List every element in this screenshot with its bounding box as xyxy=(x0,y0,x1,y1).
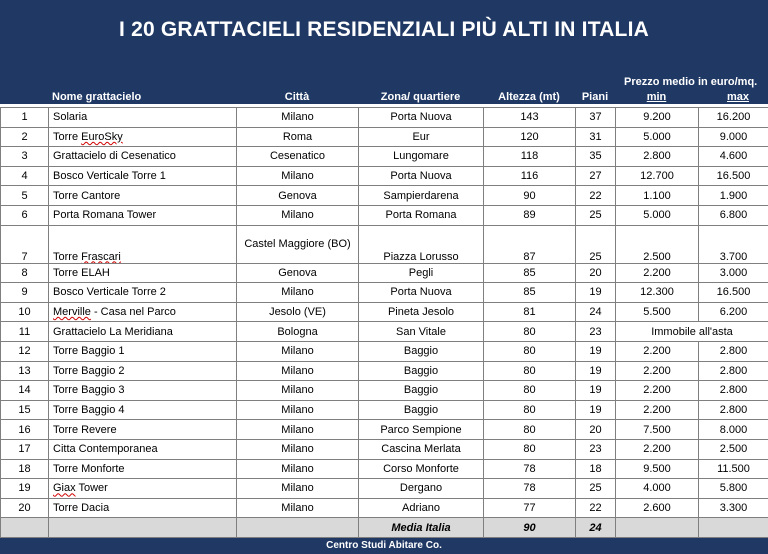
skyscraper-name: Torre Frascari xyxy=(49,225,237,263)
zone-cell: Eur xyxy=(359,127,484,147)
table-row xyxy=(1,186,768,206)
floors-cell: 37 xyxy=(576,108,616,128)
price-min-cell: 2.200 xyxy=(616,341,699,361)
table-row xyxy=(1,283,768,303)
price-min-cell: 2.200 xyxy=(616,400,699,420)
table-row xyxy=(1,498,768,518)
price-min-cell: 2.200 xyxy=(616,381,699,401)
city-cell: Milano xyxy=(237,166,359,186)
floors-cell: 24 xyxy=(576,302,616,322)
skyscraper-name: Torre Baggio 4 xyxy=(49,400,237,420)
row-number: 1 xyxy=(1,108,49,128)
table-row xyxy=(1,205,768,225)
floors-cell: 25 xyxy=(576,479,616,499)
price-max-cell: 3.000 xyxy=(699,263,768,283)
table-row xyxy=(1,479,768,499)
floors-cell: 25 xyxy=(576,205,616,225)
skyscraper-name: Grattacielo La Meridiana xyxy=(49,322,237,342)
price-max-cell: 1.900 xyxy=(699,186,768,206)
skyscraper-name: Torre ELAH xyxy=(49,263,237,283)
header-height: Altezza (mt) xyxy=(498,91,560,103)
height-cell: 80 xyxy=(484,322,576,342)
table-row xyxy=(1,381,768,401)
height-cell: 120 xyxy=(484,127,576,147)
price-min-cell: 1.100 xyxy=(616,186,699,206)
skyscraper-name: Torre Baggio 3 xyxy=(49,381,237,401)
skyscraper-name: Giax Tower xyxy=(49,479,237,499)
price-max-cell: 8.000 xyxy=(699,420,768,440)
city-cell: Milano xyxy=(237,439,359,459)
floors-cell: 19 xyxy=(576,400,616,420)
height-cell: 80 xyxy=(484,381,576,401)
row-number: 6 xyxy=(1,205,49,225)
average-label: Media Italia xyxy=(359,518,484,538)
height-cell: 78 xyxy=(484,459,576,479)
price-max-cell: 16.500 xyxy=(699,283,768,303)
price-max-cell: 5.800 xyxy=(699,479,768,499)
skyscraper-name: Grattacielo di Cesenatico xyxy=(49,147,237,167)
table-row xyxy=(1,341,768,361)
skyscraper-name: Torre Baggio 2 xyxy=(49,361,237,381)
average-floors: 24 xyxy=(576,518,616,538)
price-min-cell: 2.200 xyxy=(616,439,699,459)
row-number: 7 xyxy=(1,225,49,263)
price-min-cell: 2.200 xyxy=(616,263,699,283)
floors-cell: 19 xyxy=(576,341,616,361)
header-floors: Piani xyxy=(581,91,609,103)
height-cell: 116 xyxy=(484,166,576,186)
row-number: 5 xyxy=(1,186,49,206)
height-cell: 143 xyxy=(484,108,576,128)
height-cell: 89 xyxy=(484,205,576,225)
average-row xyxy=(1,518,768,538)
zone-cell: Cascina Merlata xyxy=(359,439,484,459)
city-cell: Milano xyxy=(237,420,359,440)
city-cell: Milano xyxy=(237,479,359,499)
floors-cell: 25 xyxy=(576,225,616,263)
price-max-cell: 16.200 xyxy=(699,108,768,128)
height-cell: 85 xyxy=(484,263,576,283)
floors-cell: 20 xyxy=(576,263,616,283)
city-cell: Milano xyxy=(237,361,359,381)
price-min-cell: 5.000 xyxy=(616,127,699,147)
floors-cell: 19 xyxy=(576,283,616,303)
zone-cell: Porta Nuova xyxy=(359,166,484,186)
average-height: 90 xyxy=(484,518,576,538)
price-min-cell: 7.500 xyxy=(616,420,699,440)
price-min-cell: 2.500 xyxy=(616,225,699,263)
header-banner xyxy=(0,0,768,104)
city-cell: Genova xyxy=(237,263,359,283)
header-min: min xyxy=(646,91,667,103)
zone-cell: Baggio xyxy=(359,381,484,401)
zone-cell: Lungomare xyxy=(359,147,484,167)
price-max-cell: 3.300 xyxy=(699,498,768,518)
zone-cell: Corso Monforte xyxy=(359,459,484,479)
city-cell: Milano xyxy=(237,381,359,401)
floors-cell: 19 xyxy=(576,361,616,381)
city-cell: Jesolo (VE) xyxy=(237,302,359,322)
price-max-cell: 2.800 xyxy=(699,361,768,381)
table-row xyxy=(1,302,768,322)
zone-cell: Pegli xyxy=(359,263,484,283)
zone-cell: Sampierdarena xyxy=(359,186,484,206)
height-cell: 118 xyxy=(484,147,576,167)
avg-blank xyxy=(699,518,768,538)
city-cell: Cesenatico xyxy=(237,147,359,167)
table-row xyxy=(1,361,768,381)
city-cell: Milano xyxy=(237,400,359,420)
price-max-cell: 6.800 xyxy=(699,205,768,225)
price-min-cell: 2.800 xyxy=(616,147,699,167)
row-number: 11 xyxy=(1,322,49,342)
row-number: 9 xyxy=(1,283,49,303)
city-cell: Bologna xyxy=(237,322,359,342)
height-cell: 80 xyxy=(484,361,576,381)
price-min-cell: 4.000 xyxy=(616,479,699,499)
price-min-cell: 5.000 xyxy=(616,205,699,225)
table-row xyxy=(1,108,768,128)
height-cell: 77 xyxy=(484,498,576,518)
zone-cell: Piazza Lorusso xyxy=(359,225,484,263)
floors-cell: 19 xyxy=(576,381,616,401)
row-number: 18 xyxy=(1,459,49,479)
skyscraper-name: Torre EuroSky xyxy=(49,127,237,147)
price-min-cell: 2.200 xyxy=(616,361,699,381)
row-number: 12 xyxy=(1,341,49,361)
price-min-cell: 12.300 xyxy=(616,283,699,303)
header-zone: Zona/ quartiere xyxy=(380,91,461,103)
height-cell: 80 xyxy=(484,420,576,440)
table-row xyxy=(1,166,768,186)
price-max-cell: 2.800 xyxy=(699,400,768,420)
price-max-cell: 2.500 xyxy=(699,439,768,459)
skyscraper-name: Torre Revere xyxy=(49,420,237,440)
row-number: 14 xyxy=(1,381,49,401)
row-number: 15 xyxy=(1,400,49,420)
skyscraper-name: Solaria xyxy=(49,108,237,128)
zone-cell: San Vitale xyxy=(359,322,484,342)
row-number: 4 xyxy=(1,166,49,186)
price-note-cell: Immobile all'asta xyxy=(616,322,768,342)
floors-cell: 22 xyxy=(576,186,616,206)
height-cell: 80 xyxy=(484,341,576,361)
price-min-cell: 9.500 xyxy=(616,459,699,479)
row-number: 10 xyxy=(1,302,49,322)
height-cell: 90 xyxy=(484,186,576,206)
avg-blank xyxy=(49,518,237,538)
skyscraper-name: Merville - Casa nel Parco xyxy=(49,302,237,322)
row-number: 17 xyxy=(1,439,49,459)
skyscraper-name: Porta Romana Tower xyxy=(49,205,237,225)
header-name: Nome grattacielo xyxy=(52,91,142,103)
zone-cell: Baggio xyxy=(359,341,484,361)
row-number: 13 xyxy=(1,361,49,381)
table-row xyxy=(1,225,768,263)
header-city: Città xyxy=(284,91,310,103)
skyscraper-name: Torre Dacia xyxy=(49,498,237,518)
skyscraper-name: Torre Cantore xyxy=(49,186,237,206)
avg-blank xyxy=(616,518,699,538)
city-cell: Milano xyxy=(237,283,359,303)
table-row xyxy=(1,127,768,147)
height-cell: 81 xyxy=(484,302,576,322)
price-max-cell: 4.600 xyxy=(699,147,768,167)
zone-cell: Pineta Jesolo xyxy=(359,302,484,322)
skyscraper-name: Torre Monforte xyxy=(49,459,237,479)
city-cell: Milano xyxy=(237,498,359,518)
avg-blank xyxy=(237,518,359,538)
row-number: 19 xyxy=(1,479,49,499)
header-price: Prezzo medio in euro/mq. xyxy=(624,76,758,88)
page-title: I 20 GRATTACIELI RESIDENZIALI PIÙ ALTI IN ITALIA xyxy=(119,18,649,41)
price-min-cell: 12.700 xyxy=(616,166,699,186)
price-min-cell: 5.500 xyxy=(616,302,699,322)
row-number: 3 xyxy=(1,147,49,167)
row-number: 2 xyxy=(1,127,49,147)
price-max-cell: 3.700 xyxy=(699,225,768,263)
price-max-cell: 9.000 xyxy=(699,127,768,147)
zone-cell: Baggio xyxy=(359,361,484,381)
floors-cell: 35 xyxy=(576,147,616,167)
city-cell: Genova xyxy=(237,186,359,206)
height-cell: 87 xyxy=(484,225,576,263)
height-cell: 78 xyxy=(484,479,576,499)
city-cell: Milano xyxy=(237,205,359,225)
zone-cell: Parco Sempione xyxy=(359,420,484,440)
footer-credit: Centro Studi Abitare Co. xyxy=(0,538,768,554)
floors-cell: 31 xyxy=(576,127,616,147)
price-max-cell: 2.800 xyxy=(699,341,768,361)
zone-cell: Porta Nuova xyxy=(359,108,484,128)
height-cell: 80 xyxy=(484,400,576,420)
skyscraper-name: Torre Baggio 1 xyxy=(49,341,237,361)
table-row xyxy=(1,147,768,167)
zone-cell: Porta Romana xyxy=(359,205,484,225)
floors-cell: 18 xyxy=(576,459,616,479)
city-cell: Milano xyxy=(237,341,359,361)
header-max: max xyxy=(726,91,750,103)
floors-cell: 23 xyxy=(576,322,616,342)
table-row xyxy=(1,322,768,342)
skyscraper-name: Bosco Verticale Torre 1 xyxy=(49,166,237,186)
price-min-cell: 2.600 xyxy=(616,498,699,518)
price-max-cell: 16.500 xyxy=(699,166,768,186)
table-row xyxy=(1,420,768,440)
floors-cell: 20 xyxy=(576,420,616,440)
zone-cell: Adriano xyxy=(359,498,484,518)
skyscraper-table xyxy=(0,107,768,538)
city-cell: Milano xyxy=(237,108,359,128)
zone-cell: Dergano xyxy=(359,479,484,499)
floors-cell: 23 xyxy=(576,439,616,459)
floors-cell: 22 xyxy=(576,498,616,518)
price-max-cell: 6.200 xyxy=(699,302,768,322)
zone-cell: Porta Nuova xyxy=(359,283,484,303)
skyscraper-name: Bosco Verticale Torre 2 xyxy=(49,283,237,303)
row-number: 16 xyxy=(1,420,49,440)
city-cell: Castel Maggiore (BO) xyxy=(237,225,359,263)
price-min-cell: 9.200 xyxy=(616,108,699,128)
row-number: 20 xyxy=(1,498,49,518)
table-row xyxy=(1,400,768,420)
price-max-cell: 2.800 xyxy=(699,381,768,401)
height-cell: 85 xyxy=(484,283,576,303)
zone-cell: Baggio xyxy=(359,400,484,420)
row-number: 8 xyxy=(1,263,49,283)
table-row xyxy=(1,263,768,283)
height-cell: 80 xyxy=(484,439,576,459)
city-cell: Milano xyxy=(237,459,359,479)
skyscraper-name: Citta Contemporanea xyxy=(49,439,237,459)
table-row xyxy=(1,439,768,459)
avg-blank xyxy=(1,518,49,538)
price-max-cell: 11.500 xyxy=(699,459,768,479)
city-cell: Roma xyxy=(237,127,359,147)
table-row xyxy=(1,459,768,479)
floors-cell: 27 xyxy=(576,166,616,186)
